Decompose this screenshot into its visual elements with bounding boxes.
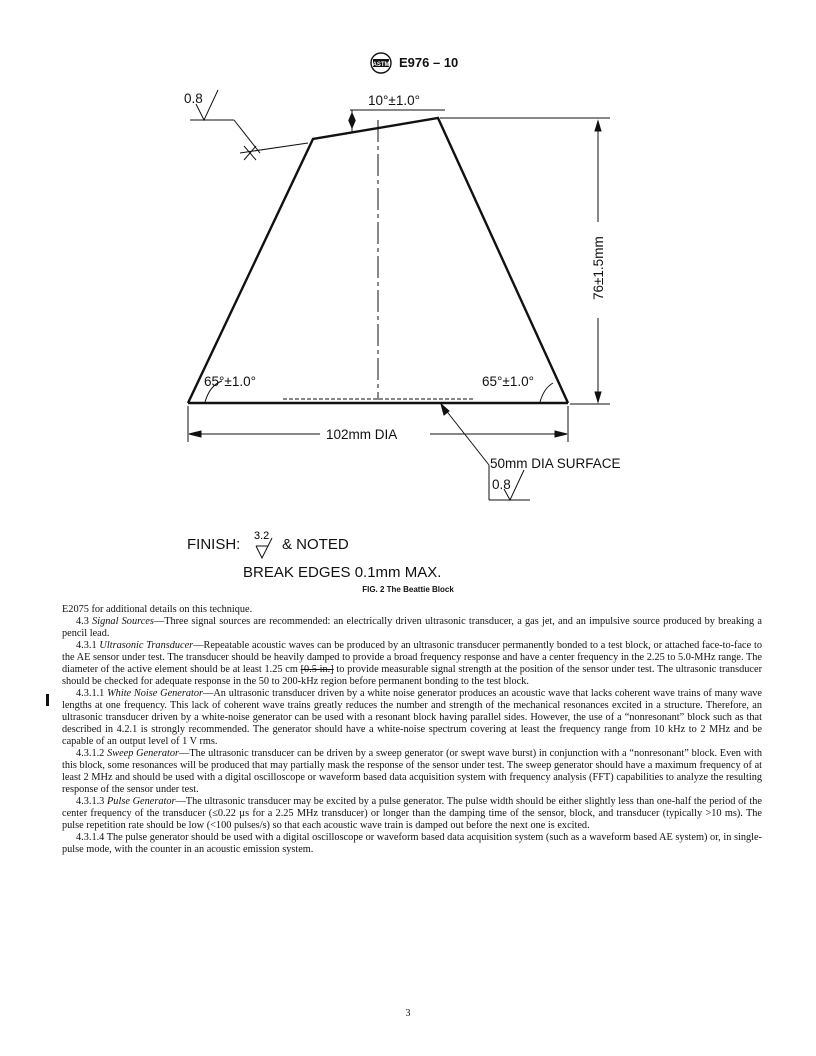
height-dim-label: 76±1.5mm [591, 236, 606, 300]
finish-noted: & NOTED [282, 536, 349, 553]
page-number: 3 [405, 1008, 411, 1019]
paragraph: 4.3.1 Ultrasonic Transducer—Repeatable acoustic waves can be produced by an ultrasonic transducer permanently bonded to a test block, or attached face-to-face to the AE sensor under test. The transducer should be heavily damped to provide a broad frequency response and have a center frequency in the 2.25 to 5.0-MHz range. The diameter of the active element should be at least 1.25 cm [0.5 in.] to provide measurable signal strength at the position of the sensor under test. The ultrasonic transducer should be checked for adequate response in the 50 to 200-kHz region before permanent bonding to the test block. [62, 640, 763, 687]
finish-label: FINISH: [187, 536, 241, 553]
paragraph: 4.3.1.2 Sweep Generator—The ultrasonic transducer can be driven by a sweep generator (or swept wave burst) in conjunction with a “nonresonant” block. Even with this block, some resonances will be produced that may partially mask the response of the sensor under test. The sweep generator should have a maximum frequency of at least 2 MHz and should be used with a digital oscilloscope or waveform based data acquisition system with frequency analysis (FFT) capabilities to analyze the resulting response of the sensor under test. [62, 748, 763, 795]
base-dia-label: 102mm DIA [326, 427, 398, 442]
left-angle-label: 65°±1.0° [204, 374, 256, 389]
figure-caption: FIG. 2 The Beattie Block [362, 585, 454, 594]
astm-logo-icon [368, 52, 394, 74]
paragraph: 4.3.1.4 The pulse generator should be used with a digital oscilloscope or waveform based data acquisition system (such as a waveform based AE system) or, in single-pulse mode, with the counter in an acoustic emission system. [62, 832, 762, 855]
break-edges-note: BREAK EDGES 0.1mm MAX. [243, 564, 442, 581]
svg-text:ASTM: ASTM [372, 62, 390, 68]
paragraph: E2075 for additional details on this technique. [62, 604, 253, 615]
top-angle-label: 10°±1.0° [368, 93, 420, 108]
roughness-bottom-label: 0.8 [492, 477, 511, 492]
change-bar [46, 694, 49, 706]
page-header [0, 50, 816, 78]
paragraph: 4.3.1.3 Pulse Generator—The ultrasonic transducer may be excited by a pulse generator. The pulse width should be either slightly less than one-half the period of the center frequency of the transducer (≤0.22 µs for a 2.25 MHz transducer) or longer than the damping time of the sensor, block, and transducer (typically >10 ms). The pulse repetition rate should be low (<100 pulses/s) so that each acoustic wave train is damped out before the next one is excited. [62, 796, 762, 831]
surface-dia-label: 50mm DIA SURFACE [490, 456, 621, 471]
paragraph: 4.3 Signal Sources—Three signal sources are recommended: an electrically driven ultrasonic transducer, a gas jet, and an impulsive source produced by breaking a pencil lead. [62, 616, 762, 639]
body-text [62, 604, 762, 856]
finish-value: 3.2 [254, 530, 270, 542]
paragraph: 4.3.1.1 White Noise Generator—An ultrasonic transducer driven by a white noise generator produces an acoustic wave that lacks coherent wave trains of many wave lengths at one frequency. This lack of coherent wave trains greatly reduces the number and strength of the mechanical resonances excited in a structure. Therefore, an ultrasonic transducer driven by a white-noise generator can be used with a resonant block having parallel sides. However, the use of a “nonresonant” block such as that described in 4.2.1 is strongly recommended. The generator should have a white-noise spectrum covering at least the frequency range from 10 kHz to 2 MHz and be capable of an output level of 1 V rms. [62, 688, 762, 747]
roughness-top-label: 0.8 [184, 91, 203, 106]
beattie-block-drawing [0, 80, 816, 560]
right-angle-label: 65°±1.0° [482, 374, 534, 389]
document-id: E976 – 10 [399, 55, 459, 70]
roughness-symbol-icon [250, 528, 280, 562]
